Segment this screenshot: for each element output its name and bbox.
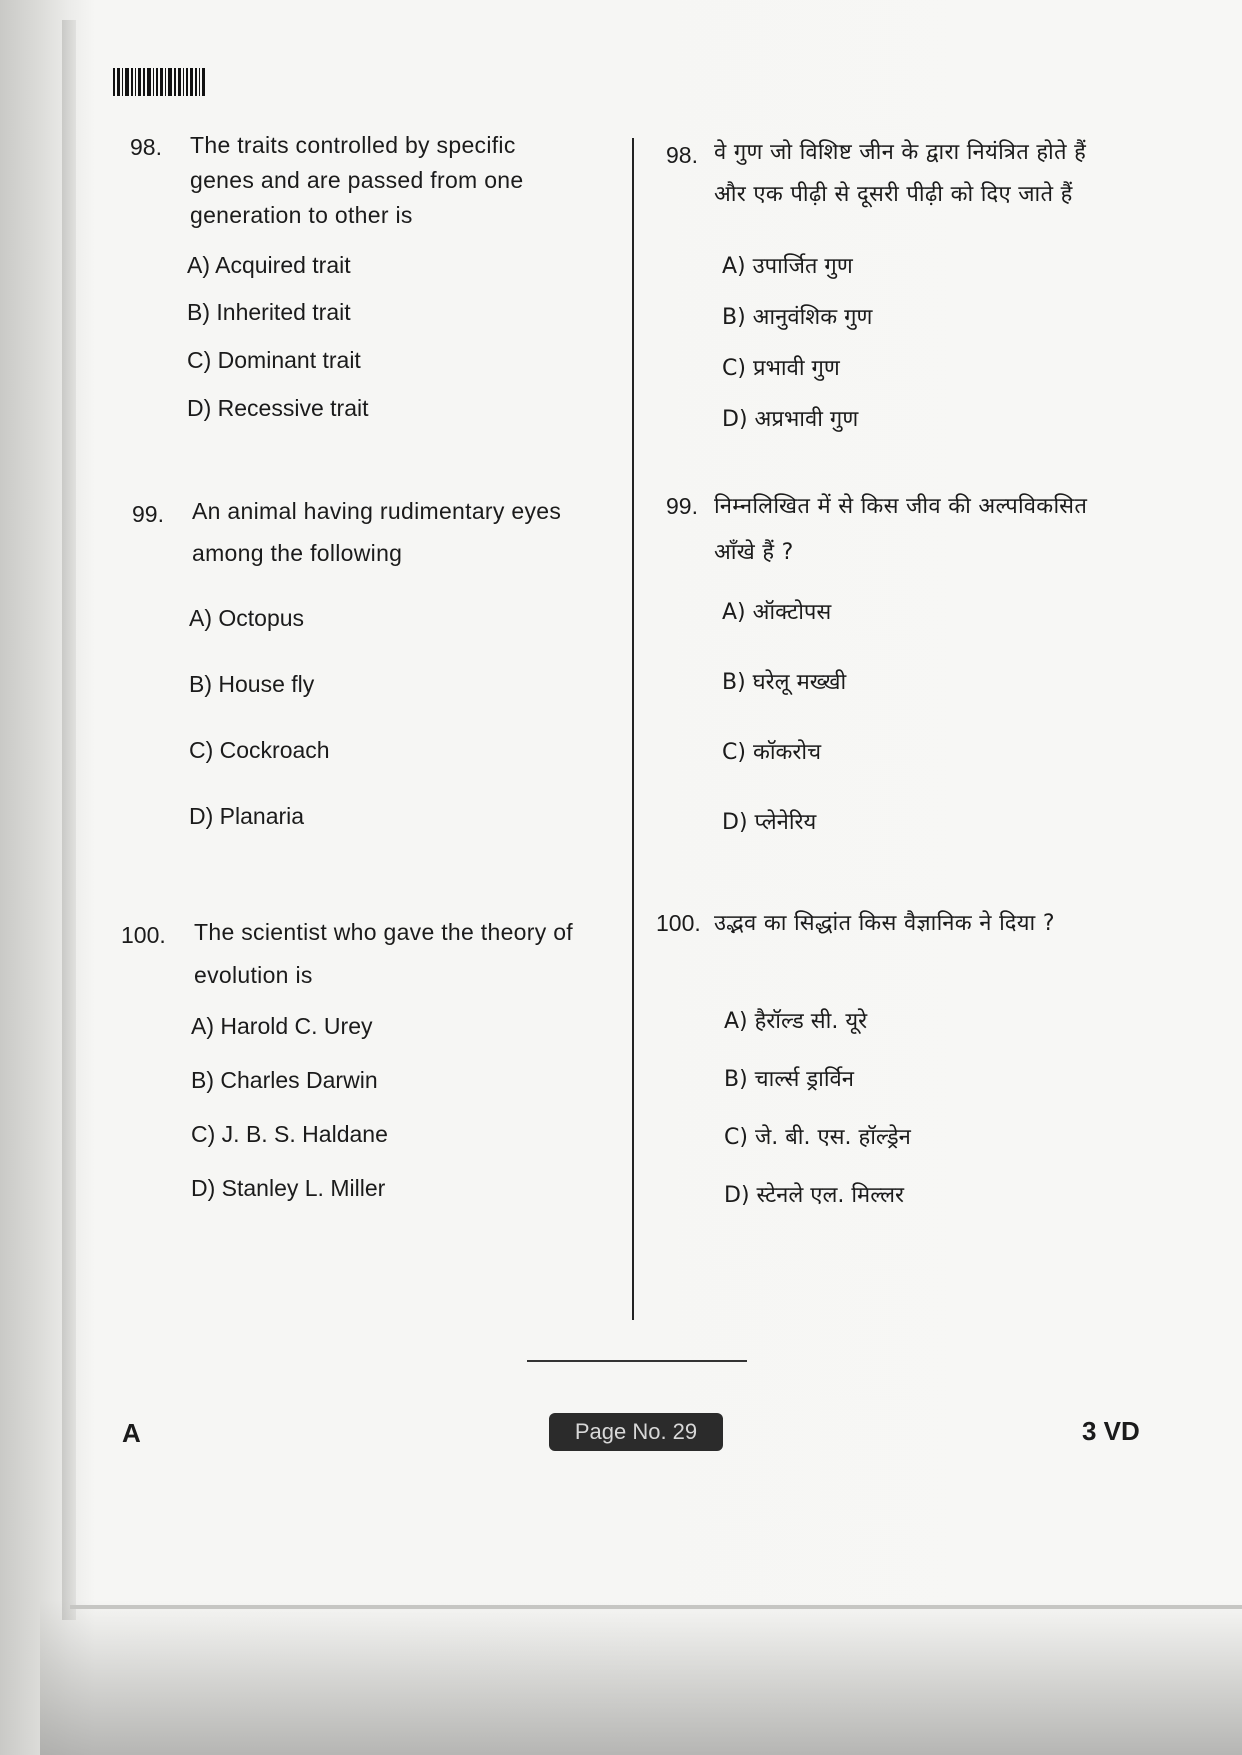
question-line: generation to other is xyxy=(190,202,413,228)
question-line: evolution is xyxy=(194,962,313,988)
question-line: आँखे हैं ? xyxy=(714,540,794,565)
question-line: वे गुण जो विशिष्ट जीन के द्वारा नियंत्रित होते हैं xyxy=(714,140,1087,165)
option-b-hindi: B) आनुवंशिक गुण xyxy=(722,305,873,330)
question-text-hindi xyxy=(714,132,1144,216)
page-bottom-edge xyxy=(70,1605,1242,1609)
option-a: A) Octopus xyxy=(189,605,305,631)
page-bottom-shadow xyxy=(40,1600,1242,1755)
option-a-hindi: A) हैरॉल्ड सी. यूरे xyxy=(724,1009,868,1034)
question-number: 100. xyxy=(121,922,166,948)
binding-edge xyxy=(62,20,76,1620)
question-text xyxy=(194,911,614,997)
option-c: C) J. B. S. Haldane xyxy=(191,1121,388,1147)
column-divider xyxy=(632,138,634,1320)
footer-rule xyxy=(527,1360,747,1362)
booklet-code: 3 VD xyxy=(1082,1416,1140,1446)
question-number: 98. xyxy=(130,134,162,160)
question-line: निम्नलिखित में से किस जीव की अल्पविकसित xyxy=(714,494,1088,519)
question-line: और एक पीढ़ी से दूसरी पीढ़ी को दिए जाते हैं xyxy=(714,182,1073,207)
option-d: D) Recessive trait xyxy=(187,395,369,421)
series-label: A xyxy=(122,1418,141,1448)
question-text-hindi xyxy=(714,904,1144,944)
question-text-hindi xyxy=(714,484,1144,576)
option-d-hindi: D) स्टेनले एल. मिल्लर xyxy=(724,1183,905,1208)
question-number: 99. xyxy=(132,501,164,527)
question-line: among the following xyxy=(192,540,403,566)
option-c: C) Dominant trait xyxy=(187,347,361,373)
option-c: C) Cockroach xyxy=(189,737,330,763)
question-text xyxy=(192,490,612,574)
option-a-hindi: A) ऑक्टोपस xyxy=(722,600,832,625)
option-a: A) Harold C. Urey xyxy=(191,1013,373,1039)
question-number-hindi: 98. xyxy=(666,142,698,168)
option-d: D) Planaria xyxy=(189,803,305,829)
question-number-hindi: 99. xyxy=(666,493,698,519)
question-line: The traits controlled by specific xyxy=(190,132,516,158)
option-d-hindi: D) अप्रभावी गुण xyxy=(722,407,859,432)
question-line: उद्भव का सिद्धांत किस वैज्ञानिक ने दिया ? xyxy=(714,911,1055,936)
question-line: The scientist who gave the theory of xyxy=(194,919,574,945)
option-a: A) Acquired trait xyxy=(187,252,351,278)
option-b-hindi: B) घरेलू मख्खी xyxy=(722,670,847,695)
page-number-badge: Page No. 29 xyxy=(549,1413,723,1451)
option-c-hindi: C) जे. बी. एस. हॉल्ड्रेन xyxy=(724,1125,911,1150)
question-number-hindi: 100. xyxy=(656,910,701,936)
question-line: genes and are passed from one xyxy=(190,167,524,193)
option-b-hindi: B) चार्ल्स ड्रार्विन xyxy=(724,1067,854,1092)
barcode-icon xyxy=(113,68,233,96)
option-b: B) Inherited trait xyxy=(187,299,351,325)
option-c-hindi: C) प्रभावी गुण xyxy=(722,356,840,381)
option-d: D) Stanley L. Miller xyxy=(191,1175,386,1201)
option-b: B) House fly xyxy=(189,671,315,697)
option-a-hindi: A) उपार्जित गुण xyxy=(722,254,853,279)
question-text xyxy=(190,128,590,233)
option-c-hindi: C) कॉकरोच xyxy=(722,740,822,765)
option-b: B) Charles Darwin xyxy=(191,1067,378,1093)
option-d-hindi: D) प्लेनेरिय xyxy=(722,810,817,835)
question-line: An animal having rudimentary eyes xyxy=(192,498,562,524)
